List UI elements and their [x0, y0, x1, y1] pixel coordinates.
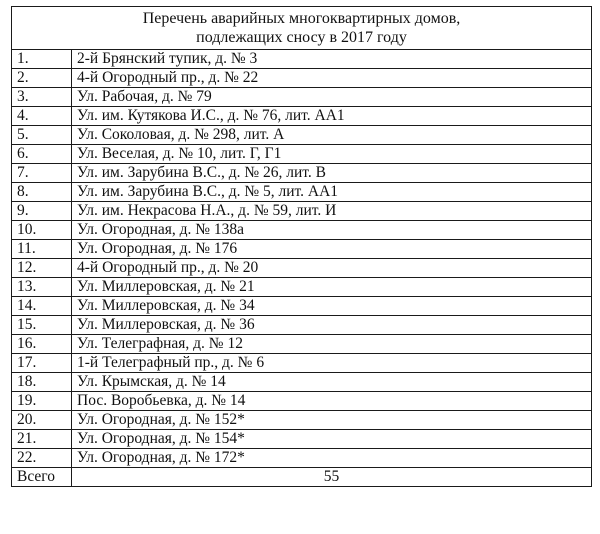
row-address: Ул. им. Кутякова И.С., д. № 76, лит. АА1	[72, 107, 592, 126]
row-address: Ул. Соколовая, д. № 298, лит. А	[72, 126, 592, 145]
table-title	[12, 7, 592, 50]
row-number: 21.	[12, 430, 72, 449]
table-row	[12, 145, 592, 164]
row-address: Ул. Огородная, д. № 154*	[72, 430, 592, 449]
table-title-line-2: подлежащих сносу в 2017 году	[196, 29, 407, 46]
row-number: 14.	[12, 297, 72, 316]
row-address: Ул. Огородная, д. № 152*	[72, 411, 592, 430]
table-header-row	[12, 7, 592, 50]
table-row	[12, 259, 592, 278]
row-address: Ул. Огородная, д. № 138а	[72, 221, 592, 240]
table-title-line-1: Перечень аварийных многоквартирных домов,	[142, 10, 461, 27]
row-number: 15.	[12, 316, 72, 335]
row-number: 20.	[12, 411, 72, 430]
row-address: Ул. Рабочая, д. № 79	[72, 88, 592, 107]
table-row	[12, 50, 592, 69]
table-row	[12, 69, 592, 88]
row-address: 4-й Огородный пр., д. № 22	[72, 69, 592, 88]
row-number: 10.	[12, 221, 72, 240]
row-number: 7.	[12, 164, 72, 183]
row-number: 3.	[12, 88, 72, 107]
row-address: 1-й Телеграфный пр., д. № 6	[72, 354, 592, 373]
table-row	[12, 354, 592, 373]
row-address: 2-й Брянский тупик, д. № 3	[72, 50, 592, 69]
row-number: 17.	[12, 354, 72, 373]
table-row	[12, 316, 592, 335]
table-row	[12, 430, 592, 449]
table-row	[12, 240, 592, 259]
table-row	[12, 373, 592, 392]
row-number: 22.	[12, 449, 72, 468]
row-number: 8.	[12, 183, 72, 202]
table-row	[12, 183, 592, 202]
row-address: Ул. им. Зарубина В.С., д. № 5, лит. АА1	[72, 183, 592, 202]
row-address: Ул. им. Некрасова Н.А., д. № 59, лит. И	[72, 202, 592, 221]
table-row	[12, 449, 592, 468]
table-row	[12, 221, 592, 240]
row-address: Пос. Воробьевка, д. № 14	[72, 392, 592, 411]
row-number: 1.	[12, 50, 72, 69]
row-address: Ул. Телеграфная, д. № 12	[72, 335, 592, 354]
total-row	[12, 468, 592, 487]
table-row	[12, 164, 592, 183]
row-number: 2.	[12, 69, 72, 88]
row-address: Ул. Миллеровская, д. № 34	[72, 297, 592, 316]
row-address: 4-й Огородный пр., д. № 20	[72, 259, 592, 278]
total-label: Всего	[12, 468, 72, 487]
table-row	[12, 297, 592, 316]
row-number: 11.	[12, 240, 72, 259]
table-row	[12, 335, 592, 354]
row-address: Ул. Крымская, д. № 14	[72, 373, 592, 392]
row-number: 4.	[12, 107, 72, 126]
document-sheet	[11, 6, 591, 487]
row-address: Ул. им. Зарубина В.С., д. № 26, лит. В	[72, 164, 592, 183]
row-address: Ул. Миллеровская, д. № 21	[72, 278, 592, 297]
row-number: 18.	[12, 373, 72, 392]
table-row	[12, 411, 592, 430]
demolition-list-table	[11, 6, 592, 487]
row-number: 19.	[12, 392, 72, 411]
table-row	[12, 107, 592, 126]
table-row	[12, 278, 592, 297]
table-row	[12, 88, 592, 107]
table-row	[12, 202, 592, 221]
row-number: 9.	[12, 202, 72, 221]
row-address: Ул. Веселая, д. № 10, лит. Г, Г1	[72, 145, 592, 164]
row-number: 13.	[12, 278, 72, 297]
row-number: 16.	[12, 335, 72, 354]
table-row	[12, 392, 592, 411]
row-number: 5.	[12, 126, 72, 145]
row-address: Ул. Огородная, д. № 172*	[72, 449, 592, 468]
row-address: Ул. Миллеровская, д. № 36	[72, 316, 592, 335]
table-row	[12, 126, 592, 145]
row-number: 6.	[12, 145, 72, 164]
total-value: 55	[72, 468, 592, 487]
row-number: 12.	[12, 259, 72, 278]
row-address: Ул. Огородная, д. № 176	[72, 240, 592, 259]
